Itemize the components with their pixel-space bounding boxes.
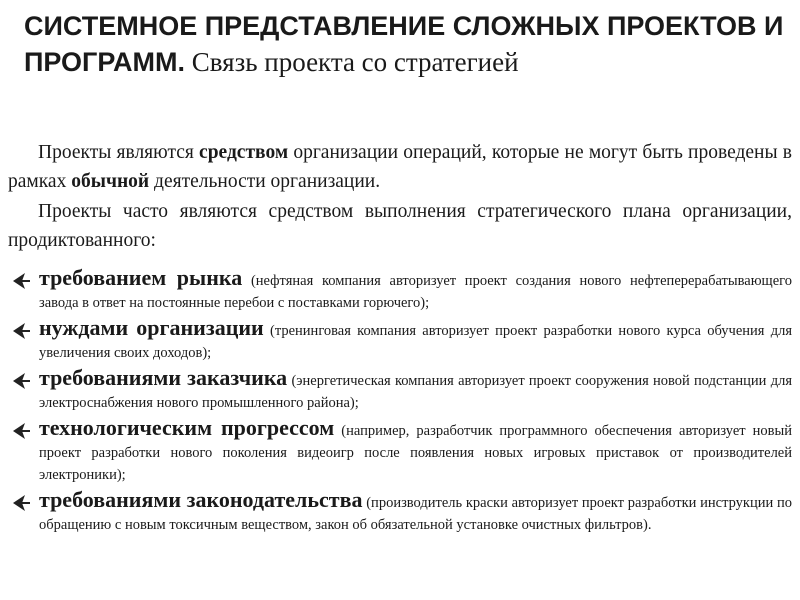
arrow-bullet-icon <box>11 272 31 290</box>
bullet-item-technology <box>8 417 792 486</box>
bullet-heading: технологическим прогрессом <box>39 415 335 440</box>
bullet-item-customer <box>8 367 792 414</box>
paragraph1-text-1: Проекты являются <box>38 142 200 163</box>
slide-title-regular: Связь проекта со стратегией <box>185 47 519 77</box>
bullet-heading: требованием рынка <box>39 265 243 290</box>
bullet-heading: требованиями заказчика <box>39 365 288 390</box>
bullet-note: (энергетическая компания авторизует проект сооружения новой подстанции для электроснабжения нового промышленного района); <box>39 373 792 411</box>
bullet-list <box>8 267 792 539</box>
arrow-bullet-icon <box>11 372 31 390</box>
paragraph1-text-3: деятельности организации. <box>149 171 381 192</box>
bullet-note: (производитель краски авторизует проект разработки инструкции по обращению с новым токсичным веществом, закон об обязательной установке очистных фильтров). <box>39 495 792 533</box>
bullet-item-organization-needs <box>8 317 792 364</box>
bullet-item-legislation <box>8 489 792 536</box>
slide-title-bold: СИСТЕМНОЕ ПРЕДСТАВЛЕНИЕ СЛОЖНЫХ ПРОЕКТОВ И ПРОГРАММ. <box>24 11 784 77</box>
paragraph-projects-means <box>8 138 792 196</box>
arrow-bullet-icon <box>11 422 31 440</box>
slide-title <box>24 8 784 80</box>
arrow-bullet-icon <box>11 322 31 340</box>
bullet-note: (нефтяная компания авторизует проект создания нового нефтеперерабатывающего завода в ответ на постоянные перебои с поставками горючего); <box>39 273 792 311</box>
bullet-note: (например, разработчик программного обеспечения авторизует новый проект разработки нового поколения видеоигр после появления новых игровых приставок от производителей электроники); <box>39 423 792 483</box>
paragraph1-text-2: организации операций, которые не могут быть проведены в рамках <box>8 142 792 192</box>
bullet-note: (тренинговая компания авторизует проект разработки нового курса обучения для увеличения своих доходов); <box>39 323 793 361</box>
arrow-bullet-icon <box>11 494 31 512</box>
bullet-heading: требованиями законодательства <box>39 487 363 512</box>
paragraph1-bold-2: обычной <box>71 171 150 192</box>
bullet-item-market <box>8 267 792 314</box>
paragraph1-bold-1: средством <box>199 142 289 163</box>
paragraph-strategy: Проекты часто являются средством выполнения стратегического плана организации, продиктованного: <box>8 201 792 251</box>
bullet-heading: нуждами организации <box>39 315 264 340</box>
